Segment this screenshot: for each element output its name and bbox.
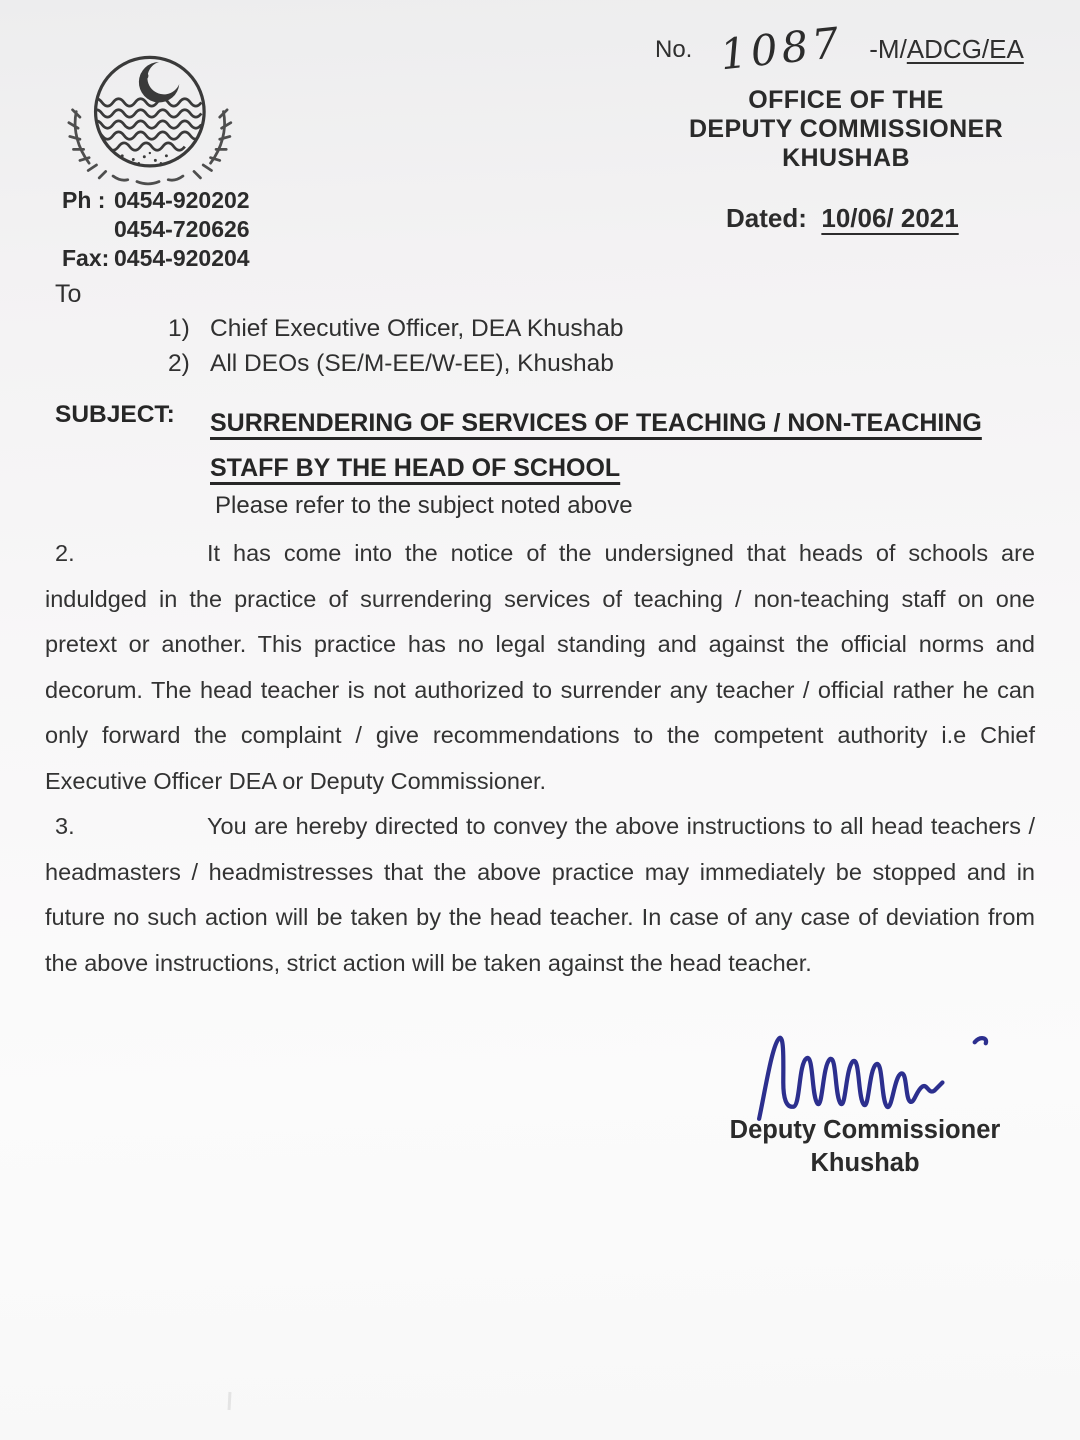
subject-text: SURRENDERING OF SERVICES OF TEACHING / NON-TEACHING STAFF BY THE HEAD OF SCHOOL <box>210 409 982 482</box>
opening-line: Please refer to the subject noted above <box>215 492 633 519</box>
dated-label: Dated: <box>726 203 807 233</box>
phone-label: Ph : <box>62 187 106 213</box>
handwritten-signature <box>745 1028 1017 1124</box>
reference-line <box>655 17 1055 80</box>
fax-label: Fax: <box>62 245 110 271</box>
recipient-item: 2) All DEOs (SE/M-EE/W-EE), Khushab <box>168 350 614 377</box>
punjab-government-emblem-icon <box>56 44 240 194</box>
paragraph-text: It has come into the notice of the undersigned that heads of schools are induldged in the practice of surrendering services of teaching / non-teaching staff on one pretext or another. This practice has no legal standing and against the official norms and decorum. The head teacher is not authorized to surrender any teacher / official rather he can only forward the complaint / give recommendations to the competent authority i.e Chief Executive Officer DEA or Deputy Commissioner. <box>45 540 1035 794</box>
recipient-item: 1) Chief Executive Officer, DEA Khushab <box>168 315 624 342</box>
phone-number-2: 0454-720626 <box>114 216 250 242</box>
office-title <box>640 86 1052 173</box>
signatory-title: Deputy Commissioner <box>729 1116 1001 1144</box>
paragraph-number: 3. <box>55 813 75 839</box>
subject-label: SUBJECT: <box>55 401 175 428</box>
contact-block <box>62 186 250 273</box>
to-label: To <box>55 280 82 308</box>
paragraph-number: 2. <box>55 540 75 566</box>
body-paragraph-3 <box>45 804 1035 986</box>
handwritten-ref-number: 1087 <box>718 17 846 80</box>
recipient-list <box>168 311 624 381</box>
fax-number: 0454-920204 <box>114 245 250 271</box>
ref-series: -M/ADCG/EA <box>869 34 1024 64</box>
signature-block <box>700 1114 1030 1180</box>
office-line-2: DEPUTY COMMISSIONER <box>688 115 1004 143</box>
office-line-3: KHUSHAB <box>782 144 910 172</box>
phone-number-1: 0454-920202 <box>114 187 250 213</box>
body-paragraph-2 <box>45 531 1035 804</box>
office-line-1: OFFICE OF THE <box>748 86 944 114</box>
signatory-place: Khushab <box>810 1149 920 1177</box>
ref-no-label: No. <box>655 36 693 63</box>
scan-artifact <box>228 1392 232 1410</box>
paragraph-text: You are hereby directed to convey the above instructions to all head teachers / headmasters / headmistresses that the above practice may immediately be stopped and in future no such action will be taken by the head teacher. In case of any case of deviation from the above instructions, strict action will be taken against the head teacher. <box>45 813 1035 976</box>
dated-value: 10/06/ 2021 <box>821 203 959 233</box>
dated-line <box>726 203 959 234</box>
